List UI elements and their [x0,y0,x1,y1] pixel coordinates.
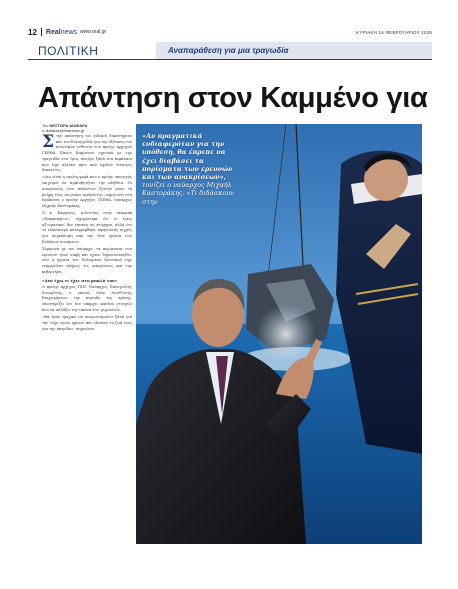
paragraph: «Δεν είναι η πρώτη φορά που ο πρώην υπουργός επιχειρεί να αμφισβητήσει την αλήθεια. Οι οικογένειες των πεσόντων ζητούν μόνο τη μνήμη τους να μείνει αμόλυντη», σημειώνει στη Realnews ο πρώην Αρχηγός ΓΕΕΘΑ, ναύαρχος Μιχαήλ Καστοράκης. [42,175,132,208]
byline-author: ΝΕΣΤΩΡΑ ΔΙΑΦΑΡΑ [49,123,88,128]
byline: Του ΝΕΣΤΩΡΑ ΔΙΑΦΑΡΑ n.diafaras@realnews.gr [42,123,88,133]
drop-cap: Σ [42,132,55,152]
website: www.real.gr [80,29,107,35]
section-bar [28,42,432,60]
brand-logo: Realnews [45,28,78,36]
paragraph: «Θα ήταν τραγικό να αναρωτιόμαστε ξανά για την τύχη τριών ηρώων που έδωσαν τη ζωή τους για την πατρίδα», σημειώνει. [42,315,132,331]
section-name: ΠΟΛΙΤΙΚΗ [38,44,99,58]
headline: Απάντηση στον Καμμένο για [38,82,428,114]
paragraph: Σύμφωνα με τον ναύαρχο, τα πορίσματα των ερευνών ήταν σαφή και έχουν δημοσιοποιηθεί, ενώ η ηγεσία του Πολεμικού Ναυτικού είχε ενημερώσει πλήρως τις οικογένειες και την κυβέρνηση. [42,246,132,274]
pull-quote: «Αν πραγματικά ενδιαφερόταν για την υπόθεση, θα έπρεπε να έχει διαβάσει τα πορίσματα των ερευνών και των ανακρίσεων», τονίζει ο ναύαρχος Μιχαήλ Καστοράκης. «Τι διδάσκουν στην [142,132,234,206]
paragraph: Ο πρώην Αρχηγός ΓΕΝ, Ναύαρχος Πανογιώτης Χινοφώτης, ο οποίος ήταν Διευθυντής Επιχειρήσεων την περίοδο της κρίσης, υποστηρίζει ότι δεν υπάρχει κανένα στοιχείο που να αλλάζει την εικόνα των γεγονότων. [42,285,132,312]
body-column [42,134,132,334]
kicker: Αναπαράθεση για μια τραγωδία [156,42,432,59]
paragraph: Ο κ. Καμμένος, μιλώντας στην εκπομπή «Παρασκήνιο», ισχυρίστηκε ότι οι τρεις αξιωματικοί δεν έπεσαν σε ατύχημα, αλλά ότι το ελικόπτερο καταρρίφθηκε, αφήνοντας αιχμές για συγκάλυψη από την τότε ηγεσία των Ενόπλων Δυνάμεων. [42,211,132,244]
subhead: «Δεν έχω τι έχει στο μυαλό του» [42,278,118,284]
issue-date: ΚΥΡΙΑΚΗ 16 ΦΕΒΡΟΥΑΡΙΟΥ 2020 [356,29,432,35]
page-number: 12 [28,27,37,37]
divider [41,28,42,36]
top-strip [28,26,432,38]
paragraph: Στην απάντηση του ειδικού δικαστηρίου και του Εισαγγελέα για την εξέταση των πολιτικών ευθυνών του πρώην Αρχηγού ΓΕΕΘΑ Πάνου Καμμένου σχετικά με την τραγωδία στα Ίμια, ανοίγει ξανά ένα κεφάλαιο που είχε κλείσει πριν από σχεδόν τέσσερις δεκαετίες. [42,132,132,173]
byline-email: n.diafaras@realnews.gr [42,128,85,133]
newspaper-page [28,26,432,562]
